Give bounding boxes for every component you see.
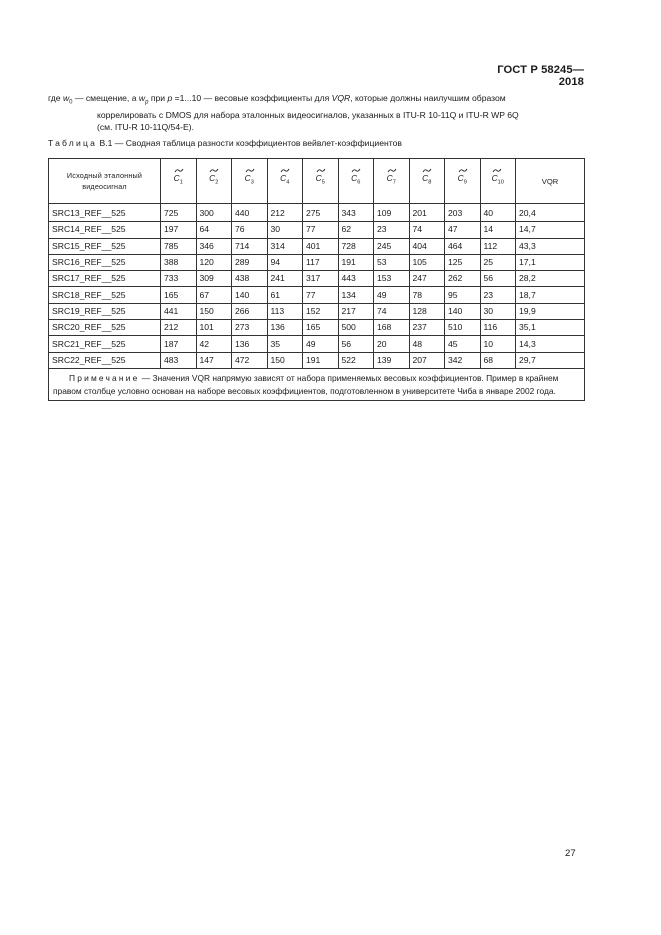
source-name-cell: SRC16_REF__525 [49,254,161,270]
coefficient-cell: 275 [303,204,339,222]
table-row [49,222,585,238]
coefficient-cell: 25 [480,254,516,270]
source-name-cell: SRC15_REF__525 [49,238,161,254]
coefficient-cell: 74 [409,222,445,238]
coefficient-cell: 346 [196,238,232,254]
coefficient-cell: 237 [409,320,445,336]
table-row [49,238,585,254]
table-row [49,254,585,270]
coefficient-cell: 300 [196,204,232,222]
coefficient-cell: 105 [409,254,445,270]
coefficient-cell: 404 [409,238,445,254]
vqr-cell: 18,7 [516,287,585,303]
coefficient-cell: 77 [303,287,339,303]
table-note-row [49,368,585,400]
coefficient-cell: 191 [338,254,374,270]
coefficient-cell: 101 [196,320,232,336]
definition-paragraph [48,92,588,133]
coefficient-cell: 443 [338,271,374,287]
coefficient-cell: 168 [374,320,410,336]
coefficient-cell: 20 [374,336,410,352]
table-caption: Таблица B.1 — Сводная таблица разности коэффициентов вейвлет-коэффициентов [48,138,402,148]
coefficient-cell: 128 [409,303,445,319]
coefficient-cell: 207 [409,352,445,368]
definition-line-1: где $w_0$ — смещение, а $w_p$ при p =1...10 — весовые коэффициенты для VQR, которые должны наилучшим образом [48,93,506,106]
coefficient-cell: 203 [445,204,481,222]
vqr-cell: 17,1 [516,254,585,270]
coefficient-cell: 217 [338,303,374,319]
definition-line-3: (см. ITU-R 10-11Q/54-E). [97,121,194,132]
coefficient-cell: 10 [480,336,516,352]
header-coefficient-c3: $C_3$ [232,159,268,204]
coefficient-cell: 76 [232,222,268,238]
coefficient-cell: 42 [196,336,232,352]
coefficient-cell: 438 [232,271,268,287]
coefficient-cell: 139 [374,352,410,368]
vqr-cell: 35,1 [516,320,585,336]
coefficient-cell: 152 [303,303,339,319]
standard-number: ГОСТ Р 58245—2018 [497,64,584,88]
coefficient-cell: 262 [445,271,481,287]
header-coefficient-c6: $C_6$ [338,159,374,204]
coefficient-cell: 317 [303,271,339,287]
table-note [49,368,585,400]
coefficient-cell: 61 [267,287,303,303]
coefficient-cell: 134 [338,287,374,303]
coefficient-cell: 314 [267,238,303,254]
header-coefficient-c5: $C_5$ [303,159,339,204]
coefficient-cell: 47 [445,222,481,238]
vqr-cell: 43,3 [516,238,585,254]
vqr-cell: 14,3 [516,336,585,352]
coefficient-cell: 35 [267,336,303,352]
coefficient-cell: 113 [267,303,303,319]
coefficient-cell: 201 [409,204,445,222]
header-vqr: VQR [516,159,585,204]
coefficient-cell: 212 [267,204,303,222]
coefficient-cell: 68 [480,352,516,368]
header-coefficient-c10: $C_{10}$ [480,159,516,204]
table-row [49,320,585,336]
table-row [49,336,585,352]
coefficient-cell: 94 [267,254,303,270]
coefficient-cell: 500 [338,320,374,336]
coefficient-cell: 64 [196,222,232,238]
coefficient-cell: 342 [445,352,481,368]
coefficient-cell: 212 [161,320,197,336]
coefficient-cell: 440 [232,204,268,222]
source-name-cell: SRC20_REF__525 [49,320,161,336]
header-coefficient-c7: $C_7$ [374,159,410,204]
coefficient-cell: 401 [303,238,339,254]
coefficient-cell: 48 [409,336,445,352]
coefficient-cell: 388 [161,254,197,270]
table-row [49,352,585,368]
header-coefficient-c9: $C_9$ [445,159,481,204]
coefficient-cell: 510 [445,320,481,336]
coefficient-cell: 49 [374,287,410,303]
coefficient-cell: 343 [338,204,374,222]
coefficient-cell: 187 [161,336,197,352]
coefficient-cell: 725 [161,204,197,222]
coefficient-cell: 191 [303,352,339,368]
coefficient-cell: 40 [480,204,516,222]
coefficient-cell: 77 [303,222,339,238]
coefficient-cell: 441 [161,303,197,319]
coefficient-cell: 116 [480,320,516,336]
coefficient-cell: 49 [303,336,339,352]
coefficient-cell: 714 [232,238,268,254]
header-coefficient-c4: $C_4$ [267,159,303,204]
coefficient-cell: 266 [232,303,268,319]
definition-line-2: коррелировать с DMOS для набора эталонных видеосигналов, указанных в ITU-R 10-11Q и ITU-R WP 6Q [97,109,519,120]
coefficient-cell: 53 [374,254,410,270]
source-name-cell: SRC22_REF__525 [49,352,161,368]
coefficient-cell: 30 [480,303,516,319]
header-coefficient-c2: $C_2$ [196,159,232,204]
vqr-cell: 29,7 [516,352,585,368]
header-source-signal: Исходный эталонный видеосигнал [49,159,161,204]
vqr-cell: 14,7 [516,222,585,238]
source-name-cell: SRC19_REF__525 [49,303,161,319]
header-coefficient-c8: $C_8$ [409,159,445,204]
note-text: — Значения VQR напрямую зависят от набора применяемых весовых коэффициентов. Пример в крайнем правом столбце условно основан на наборе весовых коэффициентов, подготовленном в университете Чиба в январе 2002 года. [53,372,559,396]
coefficient-cell: 785 [161,238,197,254]
coefficient-cell: 147 [196,352,232,368]
coefficient-cell: 464 [445,238,481,254]
coefficient-cell: 23 [480,287,516,303]
coefficient-cell: 120 [196,254,232,270]
coefficient-cell: 125 [445,254,481,270]
vqr-cell: 19,9 [516,303,585,319]
coefficient-cell: 165 [161,287,197,303]
coefficient-cell: 150 [267,352,303,368]
table-row [49,271,585,287]
coefficient-cell: 165 [303,320,339,336]
source-name-cell: SRC21_REF__525 [49,336,161,352]
coefficient-cell: 136 [232,336,268,352]
coefficient-cell: 109 [374,204,410,222]
source-name-cell: SRC14_REF__525 [49,222,161,238]
coefficient-cell: 153 [374,271,410,287]
coefficient-cell: 289 [232,254,268,270]
coefficient-cell: 522 [338,352,374,368]
coefficient-cell: 78 [409,287,445,303]
coefficient-cell: 483 [161,352,197,368]
table-row [49,303,585,319]
coefficient-cell: 309 [196,271,232,287]
coefficient-cell: 30 [267,222,303,238]
note-label: Примечание [69,372,140,383]
wavelet-coefficients-table [48,158,585,401]
coefficient-cell: 733 [161,271,197,287]
coefficient-cell: 74 [374,303,410,319]
coefficient-cell: 472 [232,352,268,368]
coefficient-cell: 247 [409,271,445,287]
table-row [49,287,585,303]
coefficient-cell: 241 [267,271,303,287]
coefficient-cell: 117 [303,254,339,270]
coefficient-cell: 197 [161,222,197,238]
coefficient-cell: 56 [338,336,374,352]
coefficient-cell: 23 [374,222,410,238]
coefficient-cell: 140 [445,303,481,319]
vqr-cell: 28,2 [516,271,585,287]
coefficient-cell: 62 [338,222,374,238]
coefficient-cell: 67 [196,287,232,303]
coefficient-cell: 150 [196,303,232,319]
page-number: 27 [565,848,576,859]
coefficient-cell: 245 [374,238,410,254]
coefficient-cell: 273 [232,320,268,336]
coefficient-cell: 14 [480,222,516,238]
coefficient-cell: 728 [338,238,374,254]
table-header-row [49,159,585,204]
coefficient-cell: 140 [232,287,268,303]
source-name-cell: SRC17_REF__525 [49,271,161,287]
coefficient-cell: 136 [267,320,303,336]
source-name-cell: SRC18_REF__525 [49,287,161,303]
coefficient-cell: 45 [445,336,481,352]
source-name-cell: SRC13_REF__525 [49,204,161,222]
table-row [49,204,585,222]
coefficient-cell: 95 [445,287,481,303]
coefficient-cell: 56 [480,271,516,287]
header-coefficient-c1: $C_1$ [161,159,197,204]
vqr-cell: 20,4 [516,204,585,222]
coefficient-cell: 112 [480,238,516,254]
